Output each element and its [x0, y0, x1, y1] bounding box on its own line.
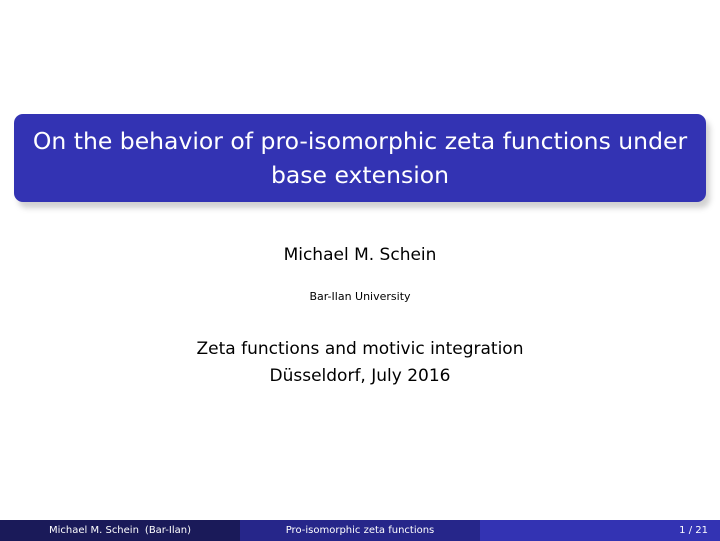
footer-page-section: [480, 520, 720, 541]
event-name: Zeta functions and motivic integration: [196, 339, 524, 359]
author-name: Michael M. Schein: [283, 245, 437, 265]
page-number: 1 / 21: [679, 525, 708, 536]
footer-short-title: Pro-isomorphic zeta functions: [285, 525, 435, 536]
footer-institute: (Bar-Ilan): [144, 525, 191, 536]
footer-author: Michael M. Schein: [49, 525, 139, 536]
institute-name: Bar-Ilan University: [309, 290, 411, 303]
title-line-1: On the behavior of pro-isomorphic zeta functions under: [32, 127, 688, 155]
footer-bar: [0, 520, 720, 541]
footer-author-section: [0, 520, 240, 541]
footer-title-section: [240, 520, 480, 541]
title-box: [14, 114, 706, 202]
title-line-2: base extension: [270, 161, 450, 189]
event-location-date: Düsseldorf, July 2016: [269, 366, 451, 386]
